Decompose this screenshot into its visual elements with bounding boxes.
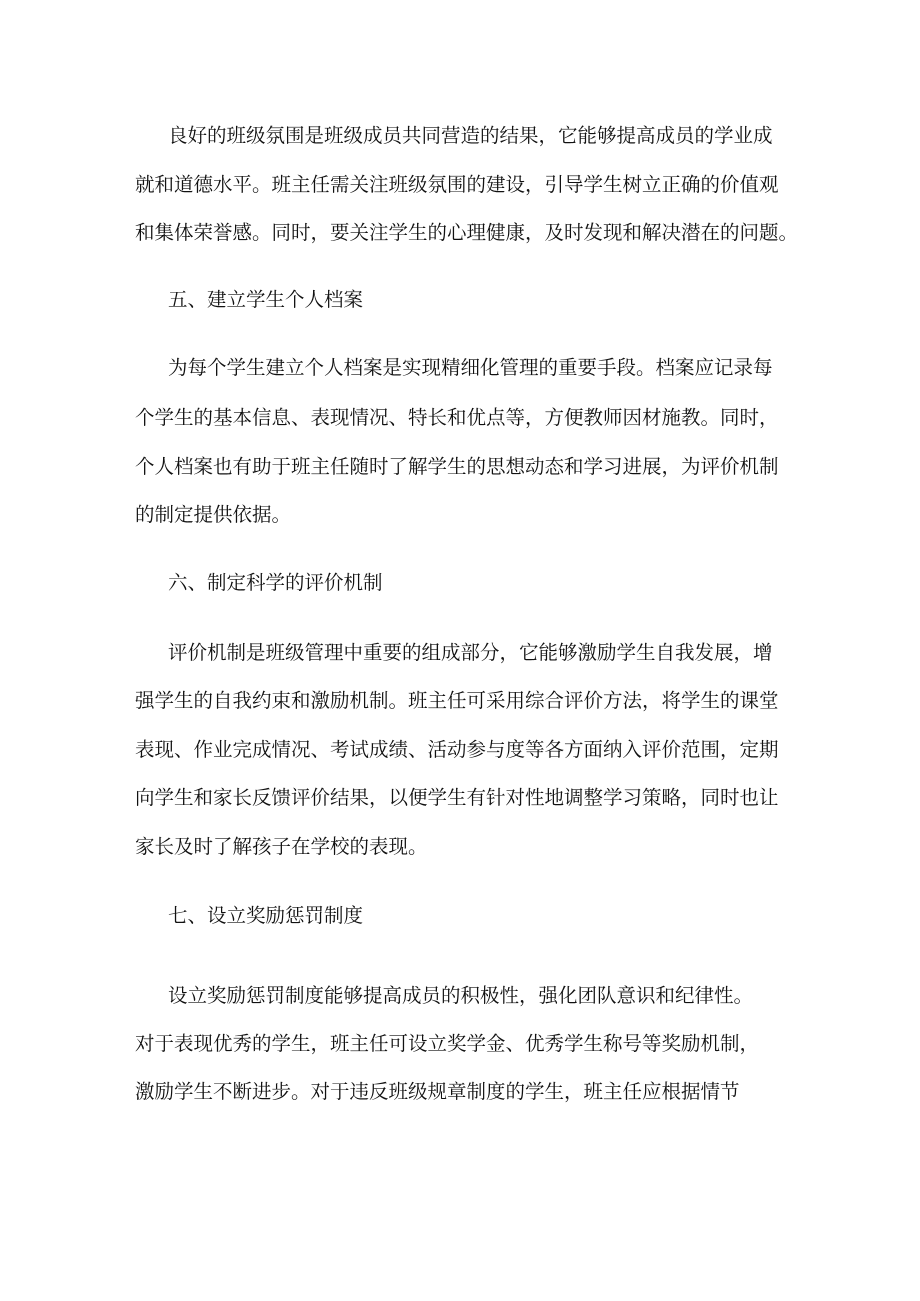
paragraph-line: 个人档案也有助于班主任随时了解学生的思想动态和学习进展，为评价机制	[135, 455, 779, 478]
paragraph-line: 良好的班级氛围是班级成员共同营造的结果，它能够提高成员的学业成	[168, 124, 773, 147]
paragraph-line: 激励学生不断进步。对于违反班级规章制度的学生，班主任应根据情节	[135, 1080, 740, 1103]
paragraph-line: 设立奖励惩罚制度能够提高成员的积极性，强化团队意识和纪律性。	[168, 984, 754, 1007]
paragraph-line: 家长及时了解孩子在学校的表现。	[135, 835, 428, 858]
paragraph-line: 就和道德水平。班主任需关注班级氛围的建设，引导学生树立正确的价值观	[135, 173, 779, 196]
paragraph-line: 为每个学生建立个人档案是实现精细化管理的重要手段。档案应记录每	[168, 356, 773, 379]
paragraph-line: 评价机制是班级管理中重要的组成部分，它能够激励学生自我发展，增	[168, 641, 773, 664]
paragraph-line: 表现、作业完成情况、考试成绩、活动参与度等各方面纳入评价范围，定期	[135, 738, 779, 761]
section-heading-7: 七、设立奖励惩罚制度	[168, 904, 364, 927]
paragraph-line: 个学生的基本信息、表现情况、特长和优点等，方便教师因材施教。同时，	[135, 406, 779, 429]
paragraph-line: 强学生的自我约束和激励机制。班主任可采用综合评价方法，将学生的课堂	[135, 689, 779, 712]
section-heading-5: 五、建立学生个人档案	[168, 288, 364, 311]
paragraph-line: 的制定提供依据。	[135, 503, 292, 526]
paragraph-line: 和集体荣誉感。同时，要关注学生的心理健康，及时发现和解决潜在的问题。	[135, 221, 799, 244]
paragraph-line: 向学生和家长反馈评价结果，以便学生有针对性地调整学习策略，同时也让	[135, 786, 779, 809]
section-heading-6: 六、制定科学的评价机制	[168, 571, 383, 594]
paragraph-line: 对于表现优秀的学生，班主任可设立奖学金、优秀学生称号等奖励机制，	[135, 1032, 760, 1055]
